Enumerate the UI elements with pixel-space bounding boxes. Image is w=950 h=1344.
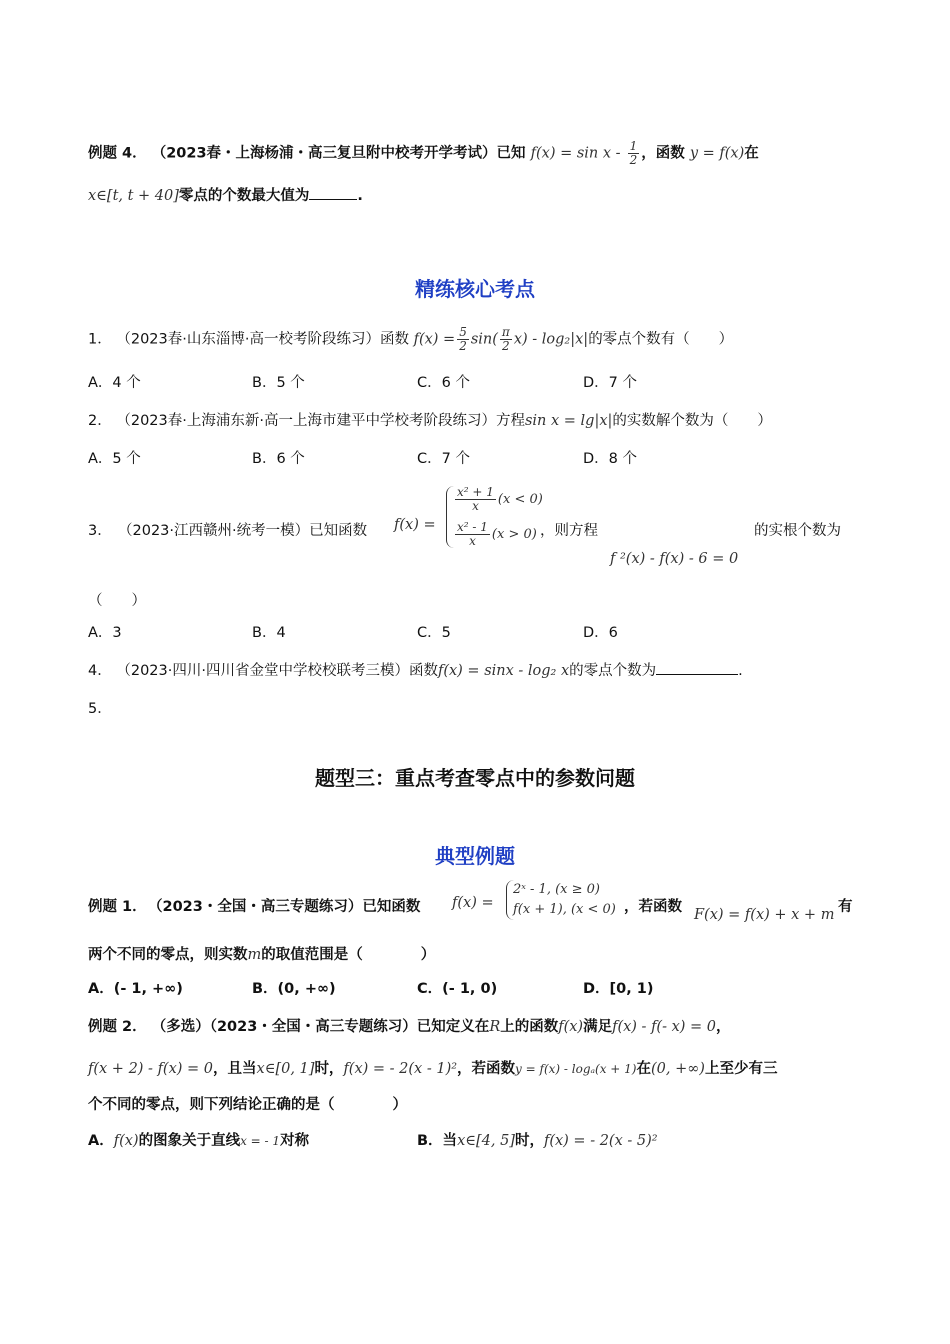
fraction: $\frac{\pi}{2}$ [501, 325, 510, 353]
answer-parentheses: （ ） [88, 593, 146, 609]
question-source: （2023春·山东淄博·高一校考阶段练习）函数 [116, 331, 409, 348]
option: C．7 个 [417, 451, 470, 467]
piecewise-function: $\frac{\text{x² + 1}}{x}$ (x < 0) $\frac{\text{x² - 1}}{x}$ (x > 0) [446, 486, 543, 548]
option: A．3 [88, 625, 122, 641]
option: C．5 [417, 625, 451, 641]
option: A．5 个 [88, 451, 141, 467]
option: D．7 个 [583, 375, 637, 391]
ex1-line1: 例题 1． （2023・全国・高三专题练习）已知函数 f(x) = 2ˣ - 1, (x ≥ 0) f(x + 1), (x < 0) ，若函数 F(x) = f(x) + x + m 有 [88, 882, 853, 923]
equation: f ²(x) - f(x) - 6 = 0 [610, 551, 739, 567]
option: B．4 [252, 625, 286, 641]
example-label: 例题 1． [88, 899, 147, 915]
option: B．当x∈[4, 5]时，f(x) = - 2(x - 5)² [417, 1133, 658, 1149]
example-label: 例题 2． [88, 1019, 147, 1035]
option: C．(- 1, 0) [417, 981, 498, 997]
question-number: 1． [88, 331, 112, 348]
example-source: （2023春・上海杨浦・高三复旦附中校考开学考试）已知 [151, 145, 526, 162]
question-number: 3． [88, 523, 112, 539]
section-heading-practice: 精练核心考点 [415, 277, 535, 301]
option: C．6 个 [417, 375, 470, 391]
question-number: 4． [88, 663, 112, 679]
answer-blank [656, 674, 738, 675]
q3-line: 3． （2023·江西赣州·统考一模）已知函数 f(x) = $\frac{\text{x² + 1}}{x}$ (x < 0) $\frac{\text{x² - 1}}{x}$ (x > 0) ，则方程 f ²(x) - f(x) - 6 = 0 的实根个数为 [88, 486, 860, 576]
ex2-line2: f(x + 2) - f(x) = 0，且当x∈[0, 1]时，f(x) = - 2(x - 1)²，若函数y = f(x) - logₐ(x + 1)在(0, +∞)上至少有三 [88, 1061, 778, 1077]
ex2-line3: 个不同的零点，则下列结论正确的是（ ） [88, 1097, 407, 1113]
option: D．6 [583, 625, 618, 641]
answer-blank [309, 199, 357, 200]
math-expression: y = f(x) [689, 145, 745, 162]
option: A．(- 1, +∞) [88, 981, 183, 997]
option: B．5 个 [252, 375, 305, 391]
question-number: 5． [88, 701, 112, 717]
option: D．8 个 [583, 451, 637, 467]
ex1-line2: 两个不同的零点，则实数m的取值范围是（ ） [88, 947, 436, 963]
example4-line1: 例题 4． （2023春・上海杨浦・高三复旦附中校考开学考试）已知 f(x) = sin x - $\frac{1}{2}$ ，函数 y = f(x)在 [88, 139, 759, 167]
option: D．[0, 1) [583, 981, 654, 997]
option: A．4 个 [88, 375, 141, 391]
example-source: （多选）（2023・全国・高三专题练习）已知定义在 [151, 1019, 490, 1035]
piecewise-function: 2ˣ - 1, (x ≥ 0) f(x + 1), (x < 0) [506, 880, 616, 920]
math-expression: x∈[t, t + 40] [88, 188, 179, 204]
fraction: $\frac{1}{2}$ [629, 139, 638, 167]
q2-line: 2． （2023春·上海浦东新·高一上海市建平中学校考阶段练习）方程sin x = lg|x|的实数解个数为（ ） [88, 413, 772, 429]
math-expression: f(x) = sin x - [530, 145, 621, 162]
q1-line: 1． （2023春·山东淄博·高一校考阶段练习）函数 f(x) = $\frac{5}{2}$ sin( $\frac{\pi}{2}$ x) - log₂|x|的零点个数有（ ） [88, 325, 734, 353]
question-number: 2． [88, 413, 112, 429]
option: A．f(x)的图象关于直线x = - 1对称 [88, 1133, 310, 1149]
option: B．6 个 [252, 451, 305, 467]
question-source: （2023·四川·四川省金堂中学校校联考三模）函数 [116, 663, 438, 679]
example-source: （2023・全国・高三专题练习）已知函数 [148, 899, 421, 915]
question-source: （2023·江西赣州·统考一模）已知函数 [118, 523, 368, 539]
example-label: 例题 4． [88, 145, 147, 162]
example4-line2: x∈[t, t + 40]零点的个数最大值为 . [88, 188, 363, 204]
ex2-line1: 例题 2． （多选）（2023・全国・高三专题练习）已知定义在R上的函数f(x)满足f(x) - f(- x) = 0， [88, 1019, 731, 1035]
section-heading-typical: 典型例题 [435, 844, 515, 868]
fraction: $\frac{5}{2}$ [459, 325, 467, 353]
question-source: （2023春·上海浦东新·高一上海市建平中学校考阶段练习）方程 [116, 413, 525, 429]
option: B．(0, +∞) [252, 981, 336, 997]
section-heading-type3: 题型三：重点考查零点中的参数问题 [315, 766, 635, 790]
q4-line: 4． （2023·四川·四川省金堂中学校校联考三模）函数f(x) = sinx - log₂ x的零点个数为 . [88, 663, 743, 679]
